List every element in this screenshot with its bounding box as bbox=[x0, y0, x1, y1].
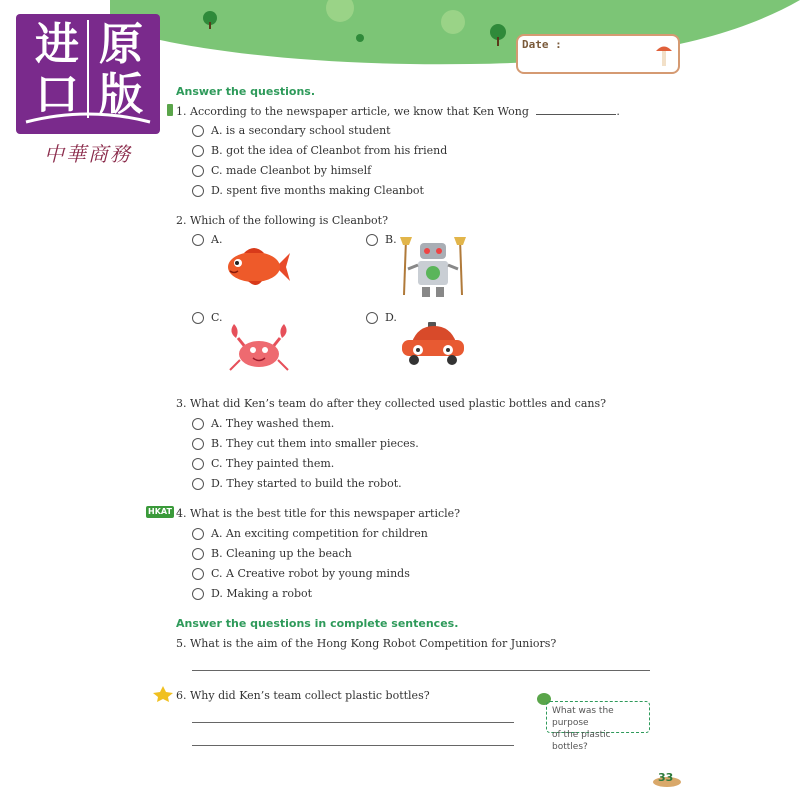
q1-option-a[interactable] bbox=[192, 124, 391, 137]
option-label: D. Making a robot bbox=[211, 587, 313, 600]
logo-char-3: 口 bbox=[35, 69, 79, 120]
hint-line-1: What was the purpose bbox=[552, 706, 614, 728]
question-6 bbox=[176, 689, 430, 702]
option-label: A. is a secondary school student bbox=[211, 124, 391, 137]
question-number: 5. bbox=[176, 637, 187, 650]
radio-button[interactable] bbox=[192, 125, 204, 137]
radio-button[interactable] bbox=[192, 165, 204, 177]
date-label: Date : bbox=[522, 38, 562, 51]
hkat-badge: HKAT bbox=[146, 506, 174, 518]
radio-button[interactable] bbox=[192, 185, 204, 197]
question-text: Which of the following is Cleanbot? bbox=[190, 214, 388, 227]
q3-option-b[interactable] bbox=[192, 437, 419, 450]
question-2 bbox=[176, 214, 388, 227]
q4-option-b[interactable] bbox=[192, 547, 352, 560]
option-label: C. They painted them. bbox=[211, 457, 335, 470]
fish-image bbox=[224, 243, 292, 291]
q2-option-d[interactable] bbox=[366, 311, 397, 324]
answer-line-q6-2[interactable] bbox=[192, 745, 514, 746]
hint-box bbox=[546, 701, 650, 752]
section-title-sentences: Answer the questions in complete sentences. bbox=[176, 617, 459, 630]
radio-button[interactable] bbox=[192, 234, 204, 246]
q1-option-b[interactable] bbox=[192, 144, 447, 157]
option-label: B. Cleaning up the beach bbox=[211, 547, 352, 560]
crab-image bbox=[226, 320, 292, 376]
radio-button[interactable] bbox=[192, 438, 204, 450]
question-text: What is the best title for this newspaper article? bbox=[190, 507, 461, 520]
robot-image bbox=[400, 235, 466, 301]
q3-option-a[interactable] bbox=[192, 417, 334, 430]
car-image bbox=[398, 320, 468, 366]
radio-button[interactable] bbox=[192, 548, 204, 560]
question-text: What is the aim of the Hong Kong Robot Competition for Juniors? bbox=[190, 637, 557, 650]
q1-option-d[interactable] bbox=[192, 184, 424, 197]
q3-option-c[interactable] bbox=[192, 457, 334, 470]
q4-option-a[interactable] bbox=[192, 527, 428, 540]
logo-char-1: 进 bbox=[35, 19, 79, 70]
radio-button[interactable] bbox=[366, 312, 378, 324]
q4-option-d[interactable] bbox=[192, 587, 312, 600]
option-label: D. spent five months making Cleanbot bbox=[211, 184, 424, 197]
option-label: D. bbox=[385, 311, 397, 324]
question-number: 4. bbox=[176, 507, 187, 520]
option-label: C. bbox=[211, 311, 223, 324]
question-4 bbox=[176, 507, 460, 520]
pencil-icon bbox=[166, 104, 174, 116]
q2-option-a[interactable] bbox=[192, 233, 222, 246]
option-label: D. They started to build the robot. bbox=[211, 477, 402, 490]
header-banner bbox=[110, 0, 800, 70]
question-number: 6. bbox=[176, 689, 187, 702]
radio-button[interactable] bbox=[192, 528, 204, 540]
answer-blank[interactable] bbox=[536, 104, 616, 115]
q2-option-b[interactable] bbox=[366, 233, 397, 246]
logo-char-2: 原 bbox=[99, 19, 143, 70]
section-title-answer: Answer the questions. bbox=[176, 85, 316, 98]
answer-line-q6-1[interactable] bbox=[192, 722, 514, 723]
option-label: B. They cut them into smaller pieces. bbox=[211, 437, 419, 450]
radio-button[interactable] bbox=[366, 234, 378, 246]
question-text: What did Ken’s team do after they collected used plastic bottles and cans? bbox=[190, 397, 607, 410]
q2-option-c[interactable] bbox=[192, 311, 223, 324]
option-label: B. got the idea of Cleanbot from his friend bbox=[211, 144, 448, 157]
question-text: According to the newspaper article, we know that Ken Wong bbox=[190, 105, 529, 118]
question-number: 1. bbox=[176, 105, 187, 118]
option-label: A. bbox=[211, 233, 223, 246]
q1-option-c[interactable] bbox=[192, 164, 371, 177]
logo-char-4: 版 bbox=[99, 69, 143, 120]
publisher-name: 中華商務 bbox=[44, 142, 132, 166]
star-icon bbox=[152, 685, 174, 703]
q4-option-c[interactable] bbox=[192, 567, 410, 580]
publisher-logo bbox=[16, 14, 160, 134]
hint-line-2: of the plastic bottles? bbox=[552, 730, 611, 752]
option-label: C. A Creative robot by young minds bbox=[211, 567, 410, 580]
radio-button[interactable] bbox=[192, 588, 204, 600]
radio-button[interactable] bbox=[192, 478, 204, 490]
radio-button[interactable] bbox=[192, 312, 204, 324]
q3-option-d[interactable] bbox=[192, 477, 402, 490]
option-label: B. bbox=[385, 233, 397, 246]
radio-button[interactable] bbox=[192, 418, 204, 430]
page-number: 33 bbox=[658, 771, 674, 784]
answer-line-q5[interactable] bbox=[192, 670, 650, 671]
question-5 bbox=[176, 637, 556, 650]
question-text: Why did Ken’s team collect plastic bottles? bbox=[190, 689, 430, 702]
option-label: C. made Cleanbot by himself bbox=[211, 164, 372, 177]
option-label: A. They washed them. bbox=[211, 417, 335, 430]
radio-button[interactable] bbox=[192, 458, 204, 470]
mushroom-icon bbox=[654, 42, 674, 68]
question-3 bbox=[176, 397, 606, 410]
question-suffix: . bbox=[616, 105, 620, 118]
question-number: 2. bbox=[176, 214, 187, 227]
question-1 bbox=[176, 104, 620, 118]
radio-button[interactable] bbox=[192, 145, 204, 157]
option-label: A. An exciting competition for children bbox=[211, 527, 428, 540]
radio-button[interactable] bbox=[192, 568, 204, 580]
question-number: 3. bbox=[176, 397, 187, 410]
